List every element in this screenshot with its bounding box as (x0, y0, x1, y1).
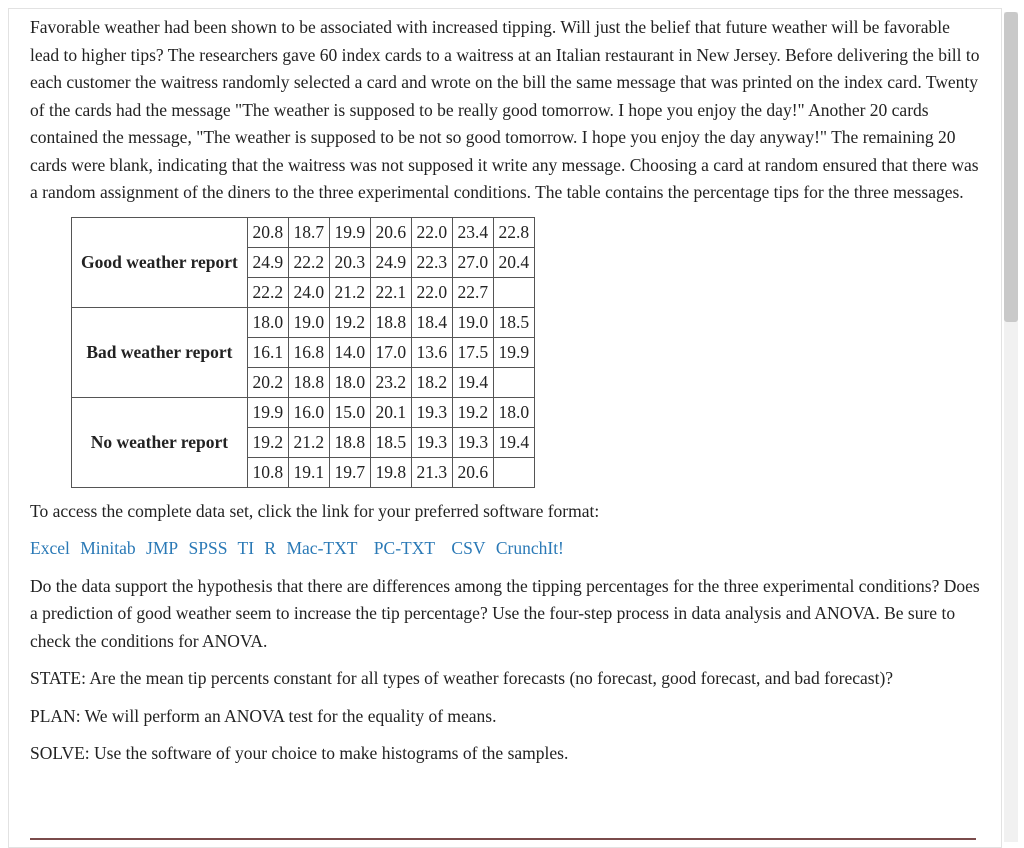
tip-value-cell: 20.2 (247, 367, 288, 397)
link-excel[interactable]: Excel (30, 538, 70, 558)
software-links (30, 535, 980, 563)
tip-value-cell: 23.2 (370, 367, 411, 397)
tip-value-cell: 22.3 (411, 247, 452, 277)
tip-value-cell: 21.3 (411, 457, 452, 487)
tip-value-cell: 18.8 (370, 307, 411, 337)
tip-value-cell: 18.5 (370, 427, 411, 457)
access-text: To access the complete data set, click the link for your preferred software format: (30, 500, 600, 521)
tip-value-cell: 22.0 (411, 217, 452, 247)
tip-value-cell: 19.0 (288, 307, 329, 337)
tip-value-cell (493, 457, 534, 487)
tip-value-cell: 21.2 (329, 277, 370, 307)
tip-value-cell: 10.8 (247, 457, 288, 487)
tip-value-cell: 24.9 (370, 247, 411, 277)
tip-value-cell: 19.2 (247, 427, 288, 457)
intro-paragraph: Favorable weather had been shown to be associated with increased tipping. Will just the belief that future weather will be favorable lead to higher tips? The researchers gave 60 index cards to a waitress at an Italian restaurant in New Jersey. Before delivering the bill to each customer the waitress randomly selected a card and wrote on the bill the same message that was printed on the index card. Twenty of the cards had the message "The weather is supposed to be really good tomorrow. I hope you enjoy the day!" Another 20 cards contained the message, "The weather is supposed to be not so good tomorrow. I hope you enjoy the day anyway!" The remaining 20 cards were blank, indicating that the waitress was not supposed it write any message. Choosing a card at random ensured that there was a random assignment of the diners to the three experimental conditions. The table contains the percentage tips for the three messages. (30, 17, 980, 202)
tip-value-cell: 19.2 (452, 397, 493, 427)
tip-value-cell: 18.8 (288, 367, 329, 397)
link-spss[interactable]: SPSS (188, 538, 228, 558)
tip-value-cell: 20.3 (329, 247, 370, 277)
tip-value-cell: 24.9 (247, 247, 288, 277)
tip-value-cell: 19.7 (329, 457, 370, 487)
tip-value-cell (493, 367, 534, 397)
tip-value-cell: 22.2 (247, 277, 288, 307)
link-mac-txt[interactable]: Mac-TXT (286, 538, 358, 558)
link-csv[interactable]: CSV (451, 538, 486, 558)
link-jmp[interactable]: JMP (146, 538, 179, 558)
tip-value-cell: 21.2 (288, 427, 329, 457)
tip-value-cell: 19.9 (493, 337, 534, 367)
tip-value-cell: 19.3 (411, 397, 452, 427)
group-label: Bad weather report (72, 307, 248, 397)
tip-value-cell: 19.9 (329, 217, 370, 247)
tip-value-cell: 23.4 (452, 217, 493, 247)
solve-step: SOLVE: Use the software of your choice to make histograms of the samples. (30, 743, 569, 763)
tip-value-cell: 20.8 (247, 217, 288, 247)
link-crunchit[interactable]: CrunchIt! (495, 538, 564, 558)
section-divider (30, 838, 976, 840)
tip-value-cell: 19.4 (452, 367, 493, 397)
link-r[interactable]: R (264, 538, 277, 558)
tip-value-cell: 19.8 (370, 457, 411, 487)
tip-value-cell: 19.3 (452, 427, 493, 457)
tip-value-cell: 17.5 (452, 337, 493, 367)
table-row (72, 217, 535, 247)
tip-value-cell: 15.0 (329, 397, 370, 427)
group-label: Good weather report (72, 217, 248, 307)
tip-value-cell: 18.0 (493, 397, 534, 427)
tip-value-cell: 18.7 (288, 217, 329, 247)
tip-value-cell: 18.2 (411, 367, 452, 397)
tip-value-cell: 16.0 (288, 397, 329, 427)
tip-value-cell: 18.5 (493, 307, 534, 337)
scrollbar[interactable] (1004, 12, 1018, 842)
tip-percent-table (71, 217, 535, 488)
tip-value-cell: 13.6 (411, 337, 452, 367)
tip-value-cell: 16.8 (288, 337, 329, 367)
tip-value-cell: 27.0 (452, 247, 493, 277)
tip-value-cell: 18.8 (329, 427, 370, 457)
scrollbar-thumb[interactable] (1004, 12, 1018, 322)
tip-value-cell: 20.1 (370, 397, 411, 427)
tip-value-cell: 19.2 (329, 307, 370, 337)
tip-value-cell: 14.0 (329, 337, 370, 367)
tip-value-cell: 18.0 (329, 367, 370, 397)
link-pc-txt[interactable]: PC-TXT (373, 538, 436, 558)
tip-value-cell: 18.4 (411, 307, 452, 337)
tip-value-cell: 24.0 (288, 277, 329, 307)
group-label: No weather report (72, 397, 248, 487)
question-paragraph: Do the data support the hypothesis that there are differences among the tipping percentages for the three experimental conditions? Does a prediction of good weather seem to increase the tip percentage? Use the four-step process in data analysis and ANOVA. Be sure to check the conditions for ANOVA. (30, 575, 980, 651)
link-minitab[interactable]: Minitab (80, 538, 136, 558)
tip-value-cell: 20.6 (370, 217, 411, 247)
tip-value-cell: 22.2 (288, 247, 329, 277)
tip-value-cell: 20.6 (452, 457, 493, 487)
plan-step: PLAN: We will perform an ANOVA test for the equality of means. (30, 705, 497, 726)
tip-value-cell: 17.0 (370, 337, 411, 367)
tip-value-cell: 20.4 (493, 247, 534, 277)
tip-value-cell: 22.7 (452, 277, 493, 307)
state-step: STATE: Are the mean tip percents constant for all types of weather forecasts (no forecast, good forecast, and bad forecast)? (30, 668, 894, 688)
tip-value-cell: 18.0 (247, 307, 288, 337)
problem-content (30, 14, 980, 768)
tip-value-cell: 19.3 (411, 427, 452, 457)
tip-value-cell: 19.1 (288, 457, 329, 487)
link-ti[interactable]: TI (237, 538, 255, 558)
tip-value-cell: 22.1 (370, 277, 411, 307)
tip-value-cell: 19.4 (493, 427, 534, 457)
tip-value-cell: 22.0 (411, 277, 452, 307)
table-row (72, 397, 535, 427)
tip-value-cell (493, 277, 534, 307)
tip-value-cell: 22.8 (493, 217, 534, 247)
table-row (72, 307, 535, 337)
tip-value-cell: 16.1 (247, 337, 288, 367)
tip-value-cell: 19.0 (452, 307, 493, 337)
tip-value-cell: 19.9 (247, 397, 288, 427)
